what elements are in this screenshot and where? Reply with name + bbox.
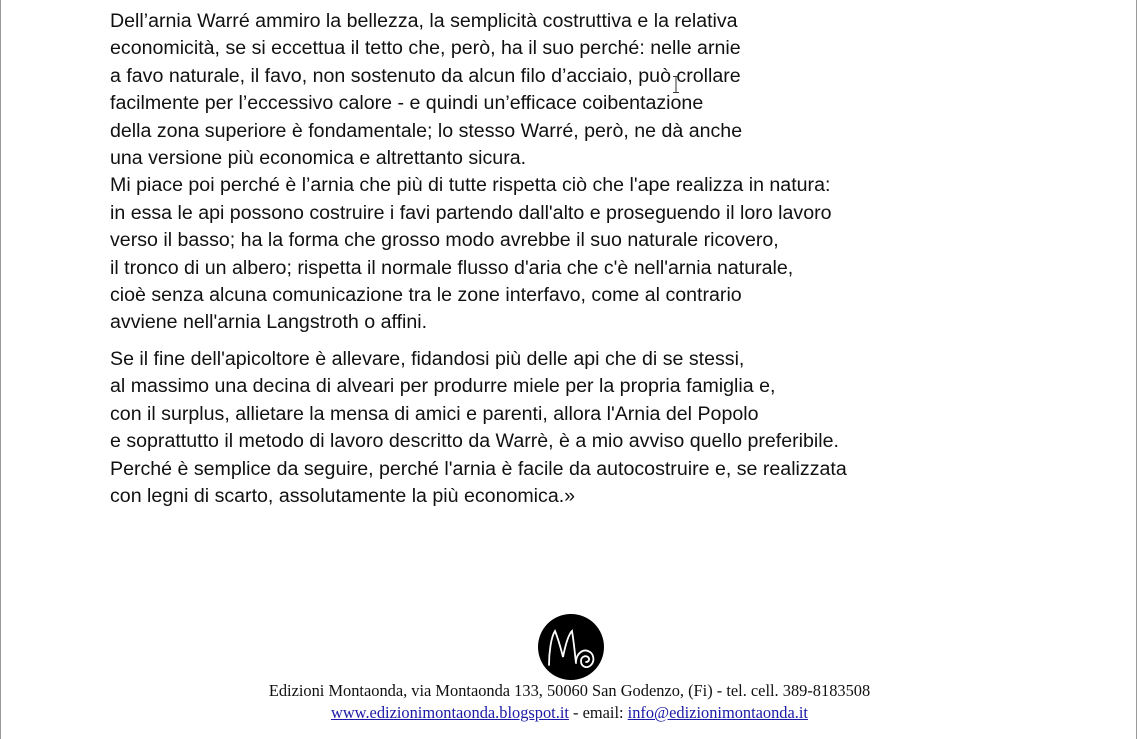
text-line: il tronco di un albero; rispetta il normale flusso d'aria che c'è nell'arnia naturale,: [110, 256, 794, 279]
text-line: con il surplus, allietare la mensa di amici e parenti, allora l'Arnia del Popolo: [110, 402, 759, 425]
text-line: al massimo una decina di alveari per produrre miele per la propria famiglia e,: [110, 375, 776, 398]
text-line: con legni di scarto, assolutamente la più economica.»: [110, 484, 576, 507]
body-text: [110, 8, 1110, 510]
text-line: Se il fine dell'apicoltore è allevare, fidandosi più delle api che di se stessi,: [110, 347, 745, 370]
website-link[interactable]: www.edizionimontaonda.blogspot.it: [331, 703, 569, 722]
text-line: e soprattutto il metodo di lavoro descritto da Warrè, è a mio avviso quello preferibile.: [110, 430, 839, 453]
text-line: verso il basso; ha la forma che grosso modo avrebbe il suo naturale ricovero,: [110, 229, 779, 252]
publisher-address: Edizioni Montaonda, via Montaonda 133, 50060 San Godenzo, (Fi) - tel. cell. 389-8183508: [268, 681, 871, 700]
text-line: avviene nell'arnia Langstroth o affini.: [110, 311, 428, 334]
text-cursor-icon: [673, 76, 679, 93]
email-separator: - email:: [568, 703, 628, 722]
montaonda-logo-icon: [537, 613, 605, 681]
text-line: facilmente per l’eccessivo calore - e quindi un’efficace coibentazione: [110, 92, 704, 115]
email-link[interactable]: info@edizionimontaonda.it: [627, 703, 808, 722]
text-line: Mi piace poi perché è l’arnia che più di tutte rispetta ciò che l'ape realizza in natura:: [110, 174, 831, 197]
paragraph-gap: [110, 337, 1110, 346]
paragraph-1: [110, 8, 1110, 337]
footer: [1, 680, 1137, 724]
paragraph-2: [110, 346, 1110, 510]
text-line: Perché è semplice da seguire, perché l'arnia è facile da autocostruire e, se realizzata: [110, 457, 847, 480]
contact-line: [1, 702, 1137, 724]
text-line: in essa le api possono costruire i favi partendo dall'alto e proseguendo il loro lavoro: [110, 201, 832, 224]
text-line: a favo naturale, il favo, non sostenuto da alcun filo d’acciaio, può crollare: [110, 64, 741, 87]
text-line: cioè senza alcuna comunicazione tra le zone interfavo, come al contrario: [110, 284, 742, 307]
text-line: Dell’arnia Warré ammiro la bellezza, la semplicità costruttiva e la relativa: [110, 10, 738, 32]
text-line: una versione più economica e altrettanto sicura.: [110, 147, 527, 170]
text-line: economicità, se si eccettua il tetto che, però, ha il suo perché: nelle arnie: [110, 37, 741, 60]
text-line: della zona superiore è fondamentale; lo stesso Warré, però, ne dà anche: [110, 119, 743, 142]
